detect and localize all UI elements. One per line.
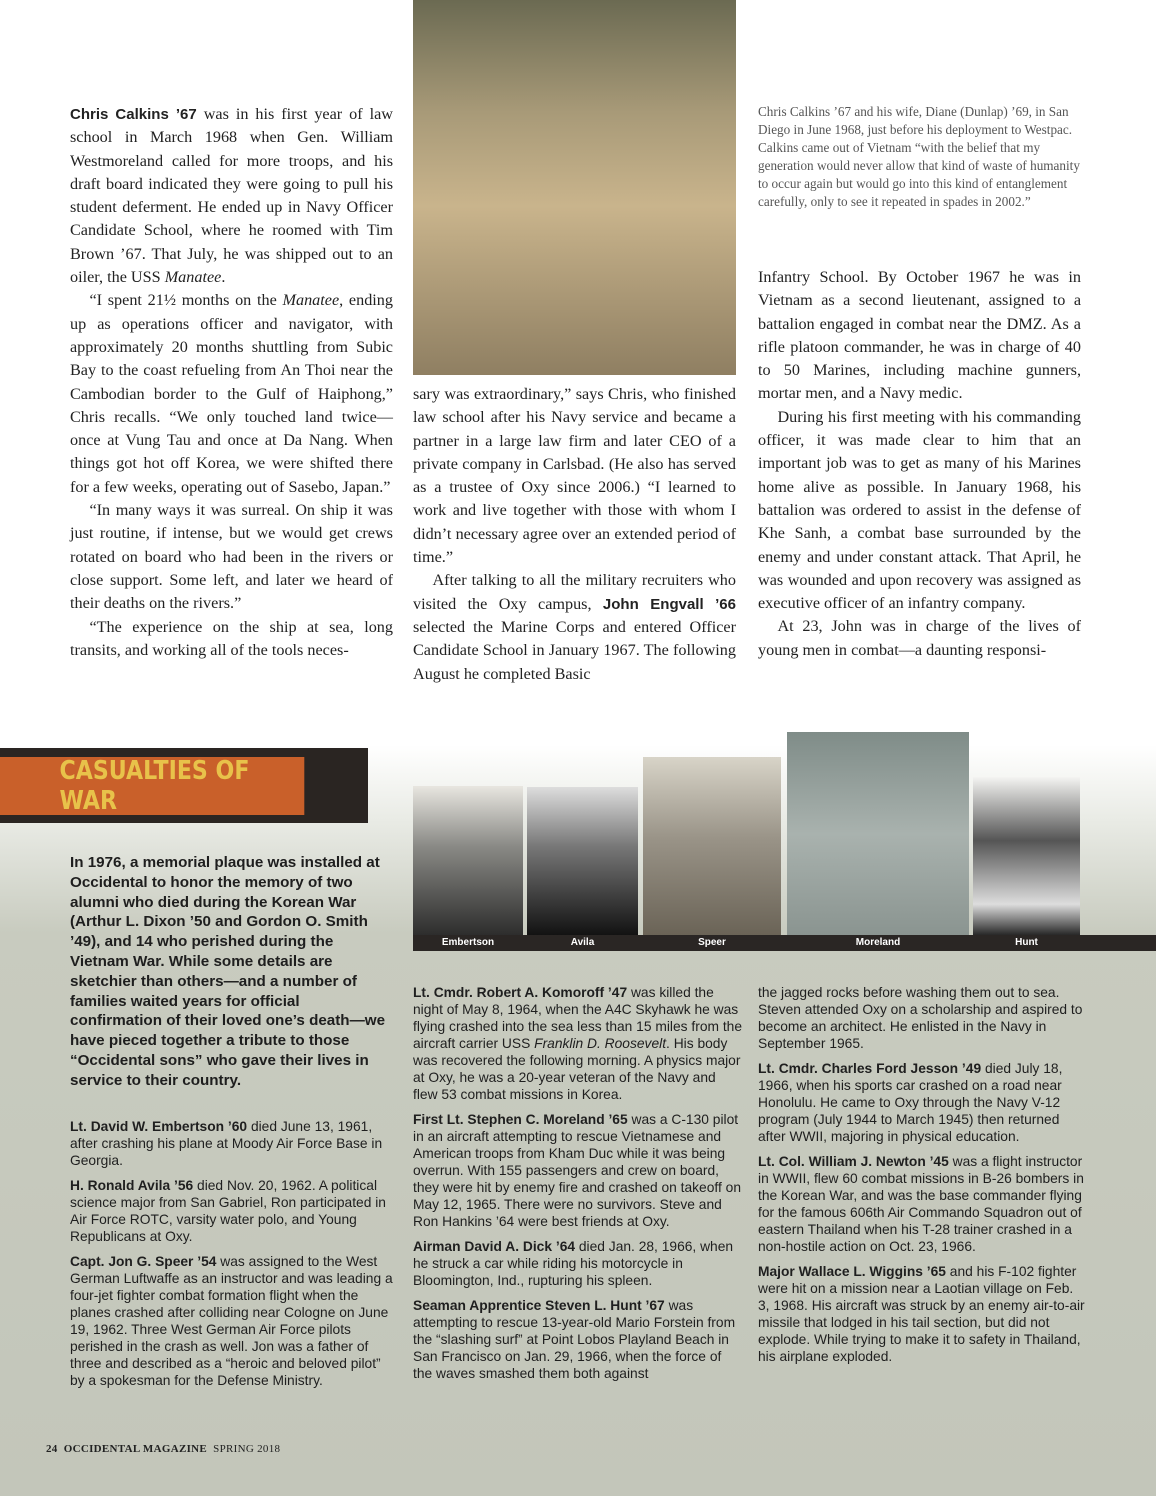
name-lead-in: Lt. David W. Embertson ’60: [70, 1119, 248, 1134]
text-run: “The experience on the ship at sea, long transits, and working all of the tools neces-: [70, 617, 393, 659]
paragraph: [758, 1060, 1088, 1145]
text-run: During his first meeting with his commanding officer, it was made clear to him that an important job was to get as many of his Marines home alive as possible. In January 1968, his battalion was ordered to assist in the defense of Khe Sanh, a combat base surrounded by the enemy and under constant attack. That April, he was wounded and upon recovery was assigned as executive officer of an infantry company.: [758, 407, 1081, 613]
paragraph: [413, 1297, 743, 1382]
name-lead-in: Lt. Cmdr. Charles Ford Jesson ’49: [758, 1061, 982, 1076]
moreland-photo: [787, 732, 969, 936]
text-run: and his F-102 fighter were hit on a mission near a Laotian village on Feb. 3, 1968. His aircraft was struck by an enemy air-to-air missile that lodged in his tail section, but did not explode. While trying to make it to safety in Thailand, his airplane exploded.: [758, 1264, 1085, 1364]
paragraph: [758, 406, 1081, 616]
photo-label: Speer: [698, 937, 726, 948]
paragraph: [70, 103, 393, 289]
article-column-1: [70, 103, 393, 662]
name-lead-in: Chris Calkins ’67: [70, 106, 197, 123]
text-run: was a C-130 pilot in an aircraft attempting to rescue Vietnamese and American troops from Kham Duc while it was being overrun. With 155 passengers and crew on board, they were hit by enemy fire and crashed on takeoff on May 12, 1965. There were no survivors. Steve and Ron Hankins ’64 were best friends at Oxy.: [413, 1112, 741, 1229]
text-run: “I spent 21½ months on the: [89, 291, 283, 310]
casualties-banner: [0, 748, 368, 823]
text-run: the jagged rocks before washing them out to sea. Steven attended Oxy on a scholarship and aspired to become an architect. He enlisted in the Navy in September 1965.: [758, 985, 1083, 1051]
name-lead-in: Lt. Cmdr. Robert A. Komoroff ’47: [413, 985, 628, 1000]
paragraph: [70, 289, 393, 499]
text-run: . His body was recovered the following morning. A physics major at Oxy, he was a 20-year veteran of the Navy and flew 53 combat missions in Korea.: [413, 1036, 741, 1102]
name-lead-in: Major Wallace L. Wiggins ’65: [758, 1264, 946, 1279]
text-run: was attempting to rescue 13-year-old Mario Forstein from the “slashing surf” at Point Lobos Playland Beach in San Francisco on Jan. 29, 1966, when the force of the waves smashed them both against: [413, 1298, 736, 1381]
name-lead-in: First Lt. Stephen C. Moreland ’65: [413, 1112, 628, 1127]
page-number: 24: [46, 1443, 58, 1455]
photo-label: Avila: [570, 937, 595, 948]
text-run: died Nov. 20, 1962. A political science major from San Gabriel, Ron participated in Air Force ROTC, varsity water polo, and Young Republicans at Oxy.: [70, 1178, 386, 1244]
name-lead-in: H. Ronald Avila ’56: [70, 1178, 194, 1193]
paragraph: [70, 499, 393, 615]
paragraph: [758, 1263, 1088, 1365]
paragraph: [413, 984, 743, 1103]
text-run: was killed the night of May 8, 1964, when the A4C Skyhawk he was flying crashed into the sea less than 15 miles from the aircraft carrier USS: [413, 985, 742, 1051]
text-run: Infantry School. By October 1967 he was in Vietnam as a second lieutenant, assigned to a battalion engaged in combat near the DMZ. As a rifle platoon commander, he was in charge of 40 to 50 Marines, including machine gunners, mortar men, and a Navy medic.: [758, 268, 1081, 403]
name-lead-in: Airman David A. Dick ’64: [413, 1239, 576, 1254]
photo-label: Moreland: [855, 937, 901, 948]
magazine-name: OCCIDENTAL MAGAZINE: [63, 1443, 208, 1455]
paragraph: [758, 1153, 1088, 1255]
name-lead-in: Seaman Apprentice Steven L. Hunt ’67: [413, 1298, 665, 1313]
name-lead-in: Capt. Jon G. Speer ’54: [70, 1254, 217, 1269]
paragraph: [70, 1253, 395, 1389]
text-run: Manatee: [282, 291, 340, 310]
paragraph: [70, 1177, 395, 1245]
photo-caption: Chris Calkins ’67 and his wife, Diane (Dunlap) ’69, in San Diego in June 1968, just before his deployment to Westpac. Calkins came out of Vietnam “with the belief that my generation would never allow that kind of waste of humanity to occur again but would go into this kind of entanglement carefully, only to see it repeated in spades in 2002.”: [758, 104, 1080, 209]
avila-photo: [527, 787, 638, 936]
text-run: After talking to all the military recruiters who visited the Oxy campus,: [413, 571, 736, 613]
calkins-couple-photo: [413, 0, 736, 375]
embertson-photo: [413, 786, 523, 936]
text-run: Manatee: [164, 268, 222, 287]
text-run: was assigned to the West German Luftwaffe as an instructor and was leading a four-jet fighter combat formation flight when the planes crashed after colliding near Cologne on June 19, 1962. Three West German Air Force pilots perished in the crash as well. Jon was a father of three and described as a “heroic and beloved pilot” by a spokesman for the Defense Ministry.: [70, 1254, 393, 1388]
text-run: was in his first year of law school in March 1968 when Gen. William Westmoreland called for more troops, and his draft board indicated they were going to pull his student deferment. He ended up in Navy Officer Candidate School, where he roomed with Tim Brown ’67. That July, he was shipped out to an oiler, the USS: [70, 105, 393, 287]
text-run: Franklin D. Roosevelt: [534, 1036, 667, 1051]
casualties-intro: In 1976, a memorial plaque was installed at Occidental to honor the memory of two alumni who died during the Korean War (Arthur L. Dixon ’50 and Gordon O. Smith ’49), and 14 who perished during the Vietnam War. While some details are sketchier than others—and a number of families waited years for official confirmation of their loved one’s death—we have pieced together a tribute to those “Occidental sons” who gave their lives in service to their country.: [70, 854, 386, 1089]
speer-photo: [643, 757, 781, 936]
text-run: died July 18, 1966, when his sports car crashed on a road near Honolulu. He came to Oxy through the Navy V-12 program (July 1944 to March 1945) then returned after WWII, majoring in physical education.: [758, 1061, 1063, 1144]
text-run: “In many ways it was surreal. On ship it was just routine, if intense, but we would get crews rotated on board who had been in the rivers or close support. Some left, and later we heard of their deaths on the rivers.”: [70, 501, 393, 613]
paragraph: [758, 984, 1088, 1052]
casualties-title: CASUALTIES OF WAR: [0, 757, 304, 815]
paragraph: [758, 615, 1081, 662]
photo-label: Embertson: [441, 937, 495, 948]
paragraph: [413, 569, 736, 685]
paragraph: [413, 1238, 743, 1289]
paragraph: [758, 266, 1081, 406]
text-run: , ending up as operations officer and navigator, with approximately 20 months shuttling from Subic Bay to the coast refueling from An Thoi near the Cambodian border to the Gulf of Haiphong,” Chris recalls. “We only touched land twice—once at Vung Tau and once at Da Nang. When things got hot off Korea, we were shifted there for a few weeks, operating out of Sasebo, Japan.”: [70, 291, 393, 496]
article-column-3: [758, 266, 1081, 662]
photo-label: Hunt: [1015, 937, 1038, 948]
text-run: sary was extraordinary,” says Chris, who finished law school after his Navy service and became a partner in a large law firm and later CEO of a private company in Carlsbad. (He also has served as a trustee of Oxy since 2006.) “I learned to work and live together with those with whom I didn’t necessary agree over an extended period of time.”: [413, 385, 736, 567]
casualties-column-3: [758, 984, 1088, 1373]
paragraph: [413, 1111, 743, 1230]
hunt-photo: [973, 777, 1080, 936]
name-lead-in: Lt. Col. William J. Newton ’45: [758, 1154, 949, 1169]
paragraph: [413, 383, 736, 569]
paragraph: [70, 616, 393, 663]
casualties-column-2: [413, 984, 743, 1390]
text-run: was a flight instructor in WWII, flew 60 combat missions in B-26 bombers in the Korean War, and was the base commander flying for the famous 606th Air Commando Squadron out of eastern Thailand when his T-28 trainer crashed in a non-hostile action on Oct. 23, 1966.: [758, 1154, 1084, 1254]
text-run: died Jan. 28, 1966, when he struck a car while riding his motorcycle in Bloomington, Ind., rupturing his spleen.: [413, 1239, 734, 1288]
text-run: died June 13, 1961, after crashing his plane at Moody Air Force Base in Georgia.: [70, 1119, 383, 1168]
casualties-column-1: [70, 1118, 395, 1397]
name-lead-in: John Engvall ’66: [602, 595, 736, 613]
text-run: At 23, John was in charge of the lives of young men in combat—a daunting responsi-: [758, 617, 1081, 659]
page-footer: [46, 1443, 280, 1455]
text-run: .: [221, 268, 226, 287]
article-column-2: [413, 383, 736, 686]
text-run: selected the Marine Corps and entered Officer Candidate School in January 1967. The following August he completed Basic: [413, 617, 736, 683]
issue-date: SPRING 2018: [213, 1443, 281, 1455]
paragraph: [70, 1118, 395, 1169]
